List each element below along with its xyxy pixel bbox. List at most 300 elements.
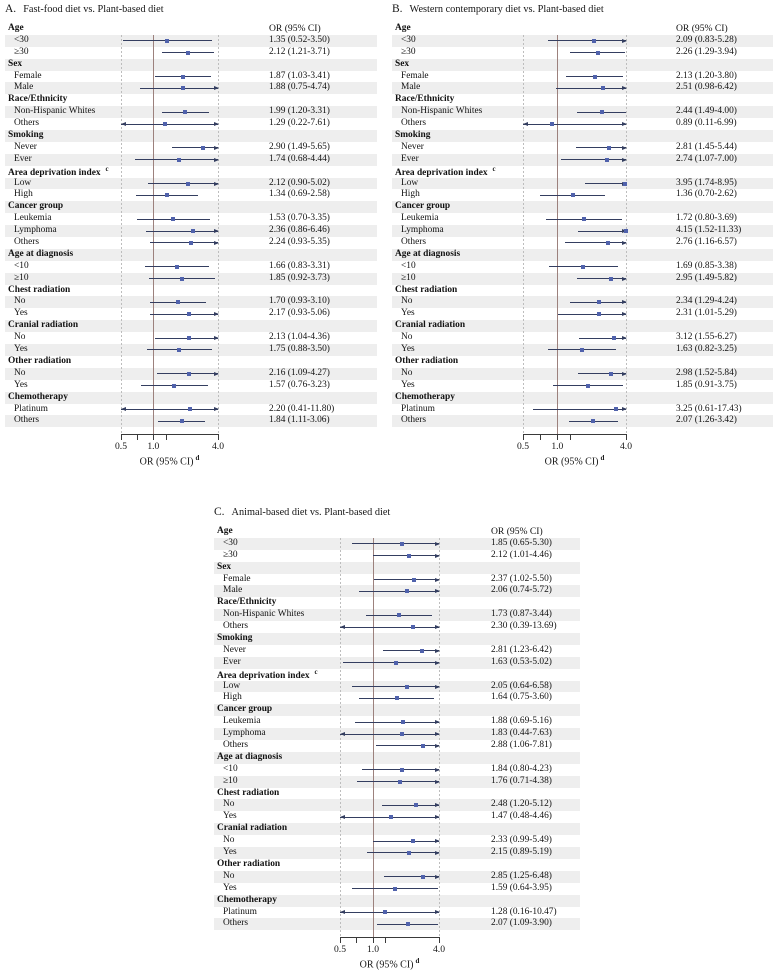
- plot-cell: [523, 308, 626, 320]
- plot-cell: [340, 716, 439, 728]
- x-axis-label-superscript: d: [415, 957, 420, 966]
- ci-arrow-right: [435, 542, 440, 546]
- group-label-text: Other radiation: [395, 355, 459, 366]
- group-header-row: [214, 669, 580, 681]
- panel-title: [5, 3, 377, 16]
- x-axis-label: [360, 957, 420, 970]
- ci-line: [578, 373, 626, 374]
- plot-cell: [121, 404, 218, 416]
- group-header-row: [214, 788, 580, 800]
- or-column-header: OR (95% CI): [676, 22, 728, 34]
- axis-tick-label: 4.0: [433, 944, 445, 956]
- plot-cell: [340, 621, 439, 633]
- plot-cell: [523, 249, 626, 261]
- or-value: [218, 154, 377, 166]
- ci-line: [556, 88, 626, 89]
- or-value: [439, 621, 580, 633]
- group-label: [214, 752, 340, 764]
- ci-arrow-right: [214, 241, 219, 245]
- or-value: [218, 178, 377, 190]
- plot-cell: [523, 82, 626, 94]
- group-label-text: Sex: [395, 58, 410, 69]
- group-label: [392, 320, 523, 332]
- or-value-text: 2.09 (0.83-5.28): [676, 34, 737, 45]
- plot-cell: [121, 273, 218, 285]
- group-label: [214, 526, 340, 538]
- x-axis-label: [140, 454, 200, 467]
- plot-cell: [523, 332, 626, 344]
- or-value: [439, 550, 580, 562]
- ci-marker: [406, 922, 410, 926]
- plot-cell: [340, 823, 439, 835]
- or-value: [439, 907, 580, 919]
- ci-line: [558, 314, 626, 315]
- ci-line: [374, 579, 439, 580]
- axis-tick: [557, 434, 558, 440]
- ci-marker: [609, 277, 613, 281]
- or-value-text: 2.98 (1.52-5.84): [676, 367, 737, 378]
- group-label: [214, 562, 340, 574]
- group-label: [214, 633, 340, 645]
- plot-cell: [523, 261, 626, 273]
- plot-cell: [121, 178, 218, 190]
- or-value-text: 1.47 (0.48-4.46): [491, 811, 552, 822]
- group-label-text: Chemotherapy: [395, 391, 455, 402]
- row-label-text: Non-Hispanic Whites: [223, 609, 305, 620]
- x-axis-line: [523, 434, 626, 435]
- ci-arrow-right: [214, 336, 219, 340]
- or-value: [218, 142, 377, 154]
- panel-title: [214, 506, 580, 519]
- row-label: [392, 142, 523, 154]
- row-label: [392, 332, 523, 344]
- or-value-text: 2.74 (1.07-7.00): [676, 153, 737, 164]
- plot-cell: [523, 189, 626, 201]
- group-header-row: [214, 633, 580, 645]
- ci-marker: [201, 146, 205, 150]
- forest-row: [392, 344, 773, 356]
- forest-row: [392, 332, 773, 344]
- plot-cell: [121, 356, 218, 368]
- plot-cell: [523, 178, 626, 190]
- ci-marker: [607, 146, 611, 150]
- row-label-text: No: [401, 367, 413, 378]
- plot-cell: [523, 273, 626, 285]
- row-label-text: Male: [14, 82, 34, 93]
- forest-row: [392, 35, 773, 47]
- plot-cell: [523, 368, 626, 380]
- or-value: [439, 645, 580, 657]
- forest-row: [214, 609, 580, 621]
- or-value-text: 1.84 (0.80-4.23): [491, 763, 552, 774]
- group-header-row: [5, 392, 377, 404]
- row-label: [214, 692, 340, 704]
- plot-cell: [121, 106, 218, 118]
- row-label: [392, 404, 523, 416]
- group-label-text: Age: [217, 526, 233, 536]
- or-value-text: 2.88 (1.06-7.81): [491, 740, 552, 751]
- ci-marker: [187, 372, 191, 376]
- or-value: [439, 847, 580, 859]
- axis-tick: [373, 937, 374, 943]
- ci-arrow-right: [214, 312, 219, 316]
- or-value-text: 2.90 (1.49-5.65): [269, 141, 330, 152]
- forest-row: [5, 404, 377, 416]
- plot-cell: [523, 23, 626, 35]
- or-value: [218, 404, 377, 416]
- row-label-text: ≥10: [223, 775, 238, 786]
- forest-row: [392, 225, 773, 237]
- or-value: [439, 835, 580, 847]
- ci-line: [121, 409, 218, 410]
- row-label: [5, 261, 121, 273]
- or-value: [439, 657, 580, 669]
- row-label-text: Never: [401, 141, 424, 152]
- ci-arrow-right: [435, 768, 440, 772]
- or-value: [439, 574, 580, 586]
- or-value: [218, 47, 377, 59]
- ci-arrow-right: [214, 182, 219, 186]
- or-value-text: 2.95 (1.49-5.82): [676, 272, 737, 283]
- ci-marker: [181, 75, 185, 79]
- or-value: [218, 380, 377, 392]
- ci-line: [148, 183, 218, 184]
- plot-cell: [340, 811, 439, 823]
- plot-cell: [340, 538, 439, 550]
- or-value-text: 2.34 (1.29-4.24): [676, 296, 737, 307]
- ci-marker: [580, 348, 584, 352]
- or-value-text: 3.25 (0.61-17.43): [676, 403, 742, 414]
- or-value-text: 1.88 (0.69-5.16): [491, 716, 552, 727]
- group-label: [214, 704, 340, 716]
- ci-marker: [405, 685, 409, 689]
- row-label-text: Others: [14, 415, 39, 426]
- row-label: [5, 142, 121, 154]
- axis-tick-label: 0.5: [115, 441, 127, 453]
- ci-marker: [400, 732, 404, 736]
- plot-cell: [340, 574, 439, 586]
- or-value-text: 1.88 (0.75-4.74): [269, 82, 330, 93]
- axis-tick: [523, 434, 524, 440]
- ci-arrow-right: [435, 720, 440, 724]
- ci-marker: [175, 265, 179, 269]
- row-label: [214, 918, 340, 930]
- row-label: [392, 106, 523, 118]
- panel-plot-body: [5, 23, 377, 467]
- panel-plot-body: [392, 23, 773, 467]
- forest-row: [392, 308, 773, 320]
- row-label: [392, 47, 523, 59]
- or-value-text: 2.48 (1.20-5.12): [491, 799, 552, 810]
- x-axis-label: [545, 454, 605, 467]
- forest-row: [5, 47, 377, 59]
- ci-arrow-right: [622, 158, 627, 162]
- group-header-row: [5, 166, 377, 178]
- or-value: [626, 71, 773, 83]
- or-value: [439, 609, 580, 621]
- ci-arrow-right: [622, 336, 627, 340]
- or-value-text: 2.85 (1.25-6.48): [491, 870, 552, 881]
- or-value-text: 2.30 (0.39-13.69): [491, 621, 557, 632]
- row-label: [5, 189, 121, 201]
- group-header-row: [392, 249, 773, 261]
- forest-row: [392, 178, 773, 190]
- row-label: [392, 178, 523, 190]
- ci-arrow-right: [622, 122, 627, 126]
- row-label-text: <30: [401, 34, 416, 45]
- row-label: [214, 538, 340, 550]
- row-label: [392, 344, 523, 356]
- row-label-text: Others: [14, 118, 39, 129]
- group-label-text: Age at diagnosis: [395, 248, 461, 259]
- plot-cell: [340, 895, 439, 907]
- group-label-text: Age at diagnosis: [8, 248, 74, 259]
- axis-tick: [137, 434, 138, 440]
- row-label: [214, 645, 340, 657]
- forest-row: [392, 261, 773, 273]
- ci-line: [150, 242, 218, 243]
- or-value: [439, 764, 580, 776]
- group-label: [214, 823, 340, 835]
- row-label-text: No: [223, 835, 235, 846]
- ci-marker: [407, 554, 411, 558]
- ci-marker: [393, 887, 397, 891]
- row-label-text: Lymphoma: [14, 225, 57, 236]
- group-label-text: Age at diagnosis: [217, 751, 283, 762]
- plot-cell: [523, 35, 626, 47]
- row-label-text: Platinum: [14, 403, 48, 414]
- row-label: [392, 82, 523, 94]
- row-label: [5, 237, 121, 249]
- row-label-text: Leukemia: [223, 716, 261, 727]
- row-label: [214, 609, 340, 621]
- plot-cell: [121, 225, 218, 237]
- ci-marker: [177, 158, 181, 162]
- group-label-text: Race/Ethnicity: [217, 597, 277, 608]
- ci-arrow-right: [622, 372, 627, 376]
- axis-tick: [626, 434, 627, 440]
- row-label: [5, 47, 121, 59]
- plot-cell: [340, 585, 439, 597]
- forest-row: [214, 918, 580, 930]
- row-label: [214, 776, 340, 788]
- or-value-text: 4.15 (1.52-11.33): [676, 225, 742, 236]
- row-label: [214, 621, 340, 633]
- group-header-row: [392, 392, 773, 404]
- group-label-superscript: c: [105, 165, 109, 173]
- group-header-row: [214, 562, 580, 574]
- plot-cell: [523, 285, 626, 297]
- plot-cell: [340, 681, 439, 693]
- or-value-text: 2.17 (0.93-5.06): [269, 308, 330, 319]
- ci-marker: [397, 613, 401, 617]
- group-header-row: [5, 201, 377, 213]
- plot-cell: [340, 776, 439, 788]
- group-label: [5, 94, 121, 106]
- or-value-text: 1.34 (0.69-2.58): [269, 189, 330, 200]
- group-header-row: [214, 526, 580, 538]
- row-label: [214, 764, 340, 776]
- group-header-row: [214, 859, 580, 871]
- forest-row: [214, 728, 580, 740]
- row-label: [5, 178, 121, 190]
- ci-arrow-right: [435, 554, 440, 558]
- ci-marker: [181, 86, 185, 90]
- ci-marker: [183, 110, 187, 114]
- row-label: [5, 380, 121, 392]
- ci-marker: [600, 110, 604, 114]
- row-label-text: Low: [401, 177, 419, 188]
- panel-B: [392, 3, 773, 467]
- or-value-text: 0.89 (0.11-6.99): [676, 118, 737, 129]
- group-header-row: [5, 130, 377, 142]
- ci-arrow-right: [622, 86, 627, 90]
- plot-cell: [523, 154, 626, 166]
- row-label-text: ≥30: [401, 46, 416, 57]
- plot-cell: [340, 562, 439, 574]
- or-value-text: 2.51 (0.98-6.42): [676, 82, 737, 93]
- plot-cell: [121, 249, 218, 261]
- plot-cell: [523, 94, 626, 106]
- ci-line: [579, 338, 626, 339]
- panel-title-text: Western contemporary diet vs. Plant-based diet: [409, 4, 604, 15]
- group-header-row: [392, 320, 773, 332]
- or-value: [626, 404, 773, 416]
- row-label: [392, 189, 523, 201]
- or-value: [439, 681, 580, 693]
- or-value: [626, 296, 773, 308]
- plot-cell: [121, 332, 218, 344]
- ci-line: [150, 314, 218, 315]
- forest-row: [5, 237, 377, 249]
- plot-cell: [121, 237, 218, 249]
- ci-marker: [414, 803, 418, 807]
- row-label-text: Yes: [14, 308, 28, 319]
- plot-cell: [121, 296, 218, 308]
- row-label: [392, 213, 523, 225]
- plot-cell: [340, 657, 439, 669]
- ci-marker: [597, 300, 601, 304]
- ci-line: [352, 543, 439, 544]
- or-value: [626, 213, 773, 225]
- or-value: [626, 142, 773, 154]
- or-value-text: 2.76 (1.16-6.57): [676, 237, 737, 248]
- axis-tick-label: 0.5: [334, 944, 346, 956]
- plot-cell: [340, 645, 439, 657]
- or-value-text: 2.13 (1.04-4.36): [269, 332, 330, 343]
- row-label-text: ≥30: [14, 46, 29, 57]
- or-value: [218, 368, 377, 380]
- or-value-text: 1.85 (0.92-3.73): [269, 272, 330, 283]
- ci-arrow-right: [435, 910, 440, 914]
- row-label: [214, 835, 340, 847]
- axis-tick: [540, 434, 541, 440]
- or-value: [626, 368, 773, 380]
- forest-row: [5, 344, 377, 356]
- or-value-text: 2.12 (0.90-5.02): [269, 177, 330, 188]
- row-label: [214, 585, 340, 597]
- or-column-header: OR (95% CI): [269, 22, 321, 34]
- row-label: [5, 118, 121, 130]
- group-label-text: Area deprivation index: [217, 670, 310, 681]
- plot-cell: [121, 71, 218, 83]
- group-label-text: Cranial radiation: [395, 320, 466, 331]
- or-value-text: 2.36 (0.86-6.46): [269, 225, 330, 236]
- ci-arrow-right: [214, 407, 219, 411]
- ci-marker: [186, 182, 190, 186]
- ci-marker: [187, 336, 191, 340]
- axis-tick-label: 0.5: [517, 441, 529, 453]
- ci-arrow-left: [523, 122, 528, 126]
- row-label: [392, 308, 523, 320]
- or-value: [218, 106, 377, 118]
- or-value-text: 1.35 (0.52-3.50): [269, 34, 330, 45]
- row-label: [5, 415, 121, 427]
- forest-row: [214, 847, 580, 859]
- or-value-text: 1.72 (0.80-3.69): [676, 213, 737, 224]
- plot-cell: [121, 82, 218, 94]
- forest-row: [5, 213, 377, 225]
- ci-marker: [171, 217, 175, 221]
- plot-cell: [340, 704, 439, 716]
- row-label-text: Yes: [223, 811, 237, 822]
- or-value: [218, 415, 377, 427]
- ci-marker: [421, 744, 425, 748]
- ci-marker: [411, 839, 415, 843]
- row-label-text: Others: [14, 237, 39, 248]
- ci-arrow-right: [214, 372, 219, 376]
- group-label-text: Cancer group: [217, 704, 273, 715]
- forest-row: [214, 692, 580, 704]
- group-label: [392, 285, 523, 297]
- group-header-row: [392, 130, 773, 142]
- ci-line: [376, 745, 439, 746]
- or-value: [439, 811, 580, 823]
- row-label: [392, 118, 523, 130]
- group-label-text: Race/Ethnicity: [395, 94, 455, 105]
- row-label-text: No: [14, 332, 26, 343]
- forest-row: [5, 35, 377, 47]
- ci-marker: [172, 384, 176, 388]
- or-value: [218, 332, 377, 344]
- plot-cell: [340, 728, 439, 740]
- ci-marker: [176, 300, 180, 304]
- ci-line: [577, 278, 626, 279]
- row-label-text: ≥30: [223, 549, 238, 560]
- plot-cell: [121, 261, 218, 273]
- axis-tick: [340, 937, 341, 943]
- or-value: [218, 273, 377, 285]
- x-axis: [517, 427, 632, 468]
- plot-cell: [523, 380, 626, 392]
- forest-row: [5, 189, 377, 201]
- or-value: [439, 883, 580, 895]
- ci-arrow-right: [435, 851, 440, 855]
- or-value-text: 1.29 (0.22-7.61): [269, 118, 330, 129]
- or-value: [218, 296, 377, 308]
- ci-arrow-right: [435, 815, 440, 819]
- row-label-text: Others: [401, 237, 426, 248]
- row-label: [5, 225, 121, 237]
- or-value-text: 1.75 (0.88-3.50): [269, 344, 330, 355]
- plot-cell: [523, 118, 626, 130]
- axis-tick-label: 4.0: [620, 441, 632, 453]
- or-value: [439, 871, 580, 883]
- forest-row: [5, 415, 377, 427]
- ci-line: [172, 147, 218, 148]
- plot-cell: [523, 47, 626, 59]
- ci-marker: [177, 348, 181, 352]
